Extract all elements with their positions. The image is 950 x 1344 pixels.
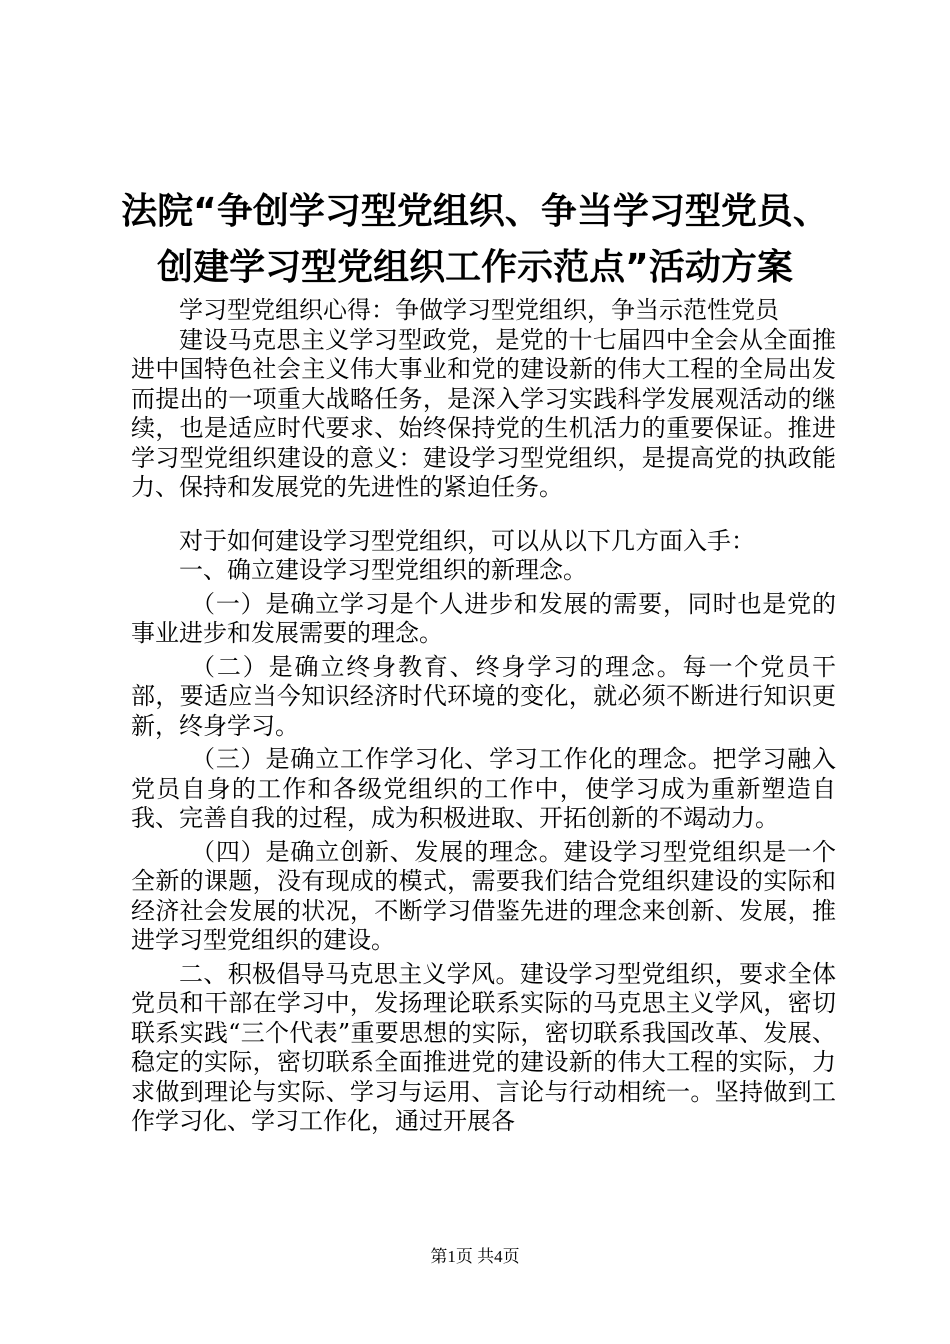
page-number-footer: 第1页 共4页: [430, 1247, 520, 1266]
document-title-line-2: 创建学习型党组织工作示范点”活动方案: [157, 247, 793, 288]
how-to-paragraph: 对于如何建设学习型党组织，可以从以下几方面入手：: [179, 526, 755, 555]
document-body: [131, 296, 836, 1137]
section-heading-1: 一、确立建设学习型党组织的新理念。: [179, 556, 587, 584]
document-title-line-1: 法院“争创学习型党组织、争当学习型党员、: [121, 191, 829, 232]
list-item-2: （二）是确立终身教育、终身学习的理念。每一个党员干部，要适应当今知识经济时代环境的变化，就必须不断进行知识更新，终身学习。: [131, 652, 836, 740]
subtitle-paragraph: 学习型党组织心得：争做学习型党组织，争当示范性党员: [179, 296, 779, 324]
list-item-1: （一）是确立学习是个人进步和发展的需要，同时也是党的事业进步和发展需要的理念。: [131, 589, 836, 647]
list-item-4: （四）是确立创新、发展的理念。建设学习型党组织是一个全新的课题，没有现成的模式，需要我们结合党组织建设的实际和经济社会发展的状况，不断学习借鉴先进的理念来创新、发展，推进学习型党组织的建设。: [131, 837, 836, 954]
intro-paragraph: 建设马克思主义学习型政党，是党的十七届四中全会从全面推进中国特色社会主义伟大事业和党的建设新的伟大工程的全局出发而提出的一项重大战略任务，是深入学习实践科学发展观活动的继续，也是适应时代要求、始终保持党的生机活力的重要保证。推进学习型党组织建设的意义：建设学习型党组织，是提高党的执政能力、保持和发展党的先进性的紧迫任务。: [131, 325, 836, 501]
section-heading-2-paragraph: 二、积极倡导马克思主义学风。建设学习型党组织，要求全体党员和干部在学习中，发扬理论联系实际的马克思主义学风，密切联系实践“三个代表”重要思想的实际，密切联系我国改革、发展、稳定的实际，密切联系全面推进党的建设新的伟大工程的实际，力求做到理论与实际、学习与运用、言论与行动相统一。坚持做到工作学习化、学习工作化，通过开展各: [131, 959, 836, 1135]
list-item-3: （三）是确立工作学习化、学习工作化的理念。把学习融入党员自身的工作和各级党组织的工作中，使学习成为重新塑造自我、完善自我的过程，成为积极进取、开拓创新的不竭动力。: [131, 745, 836, 832]
